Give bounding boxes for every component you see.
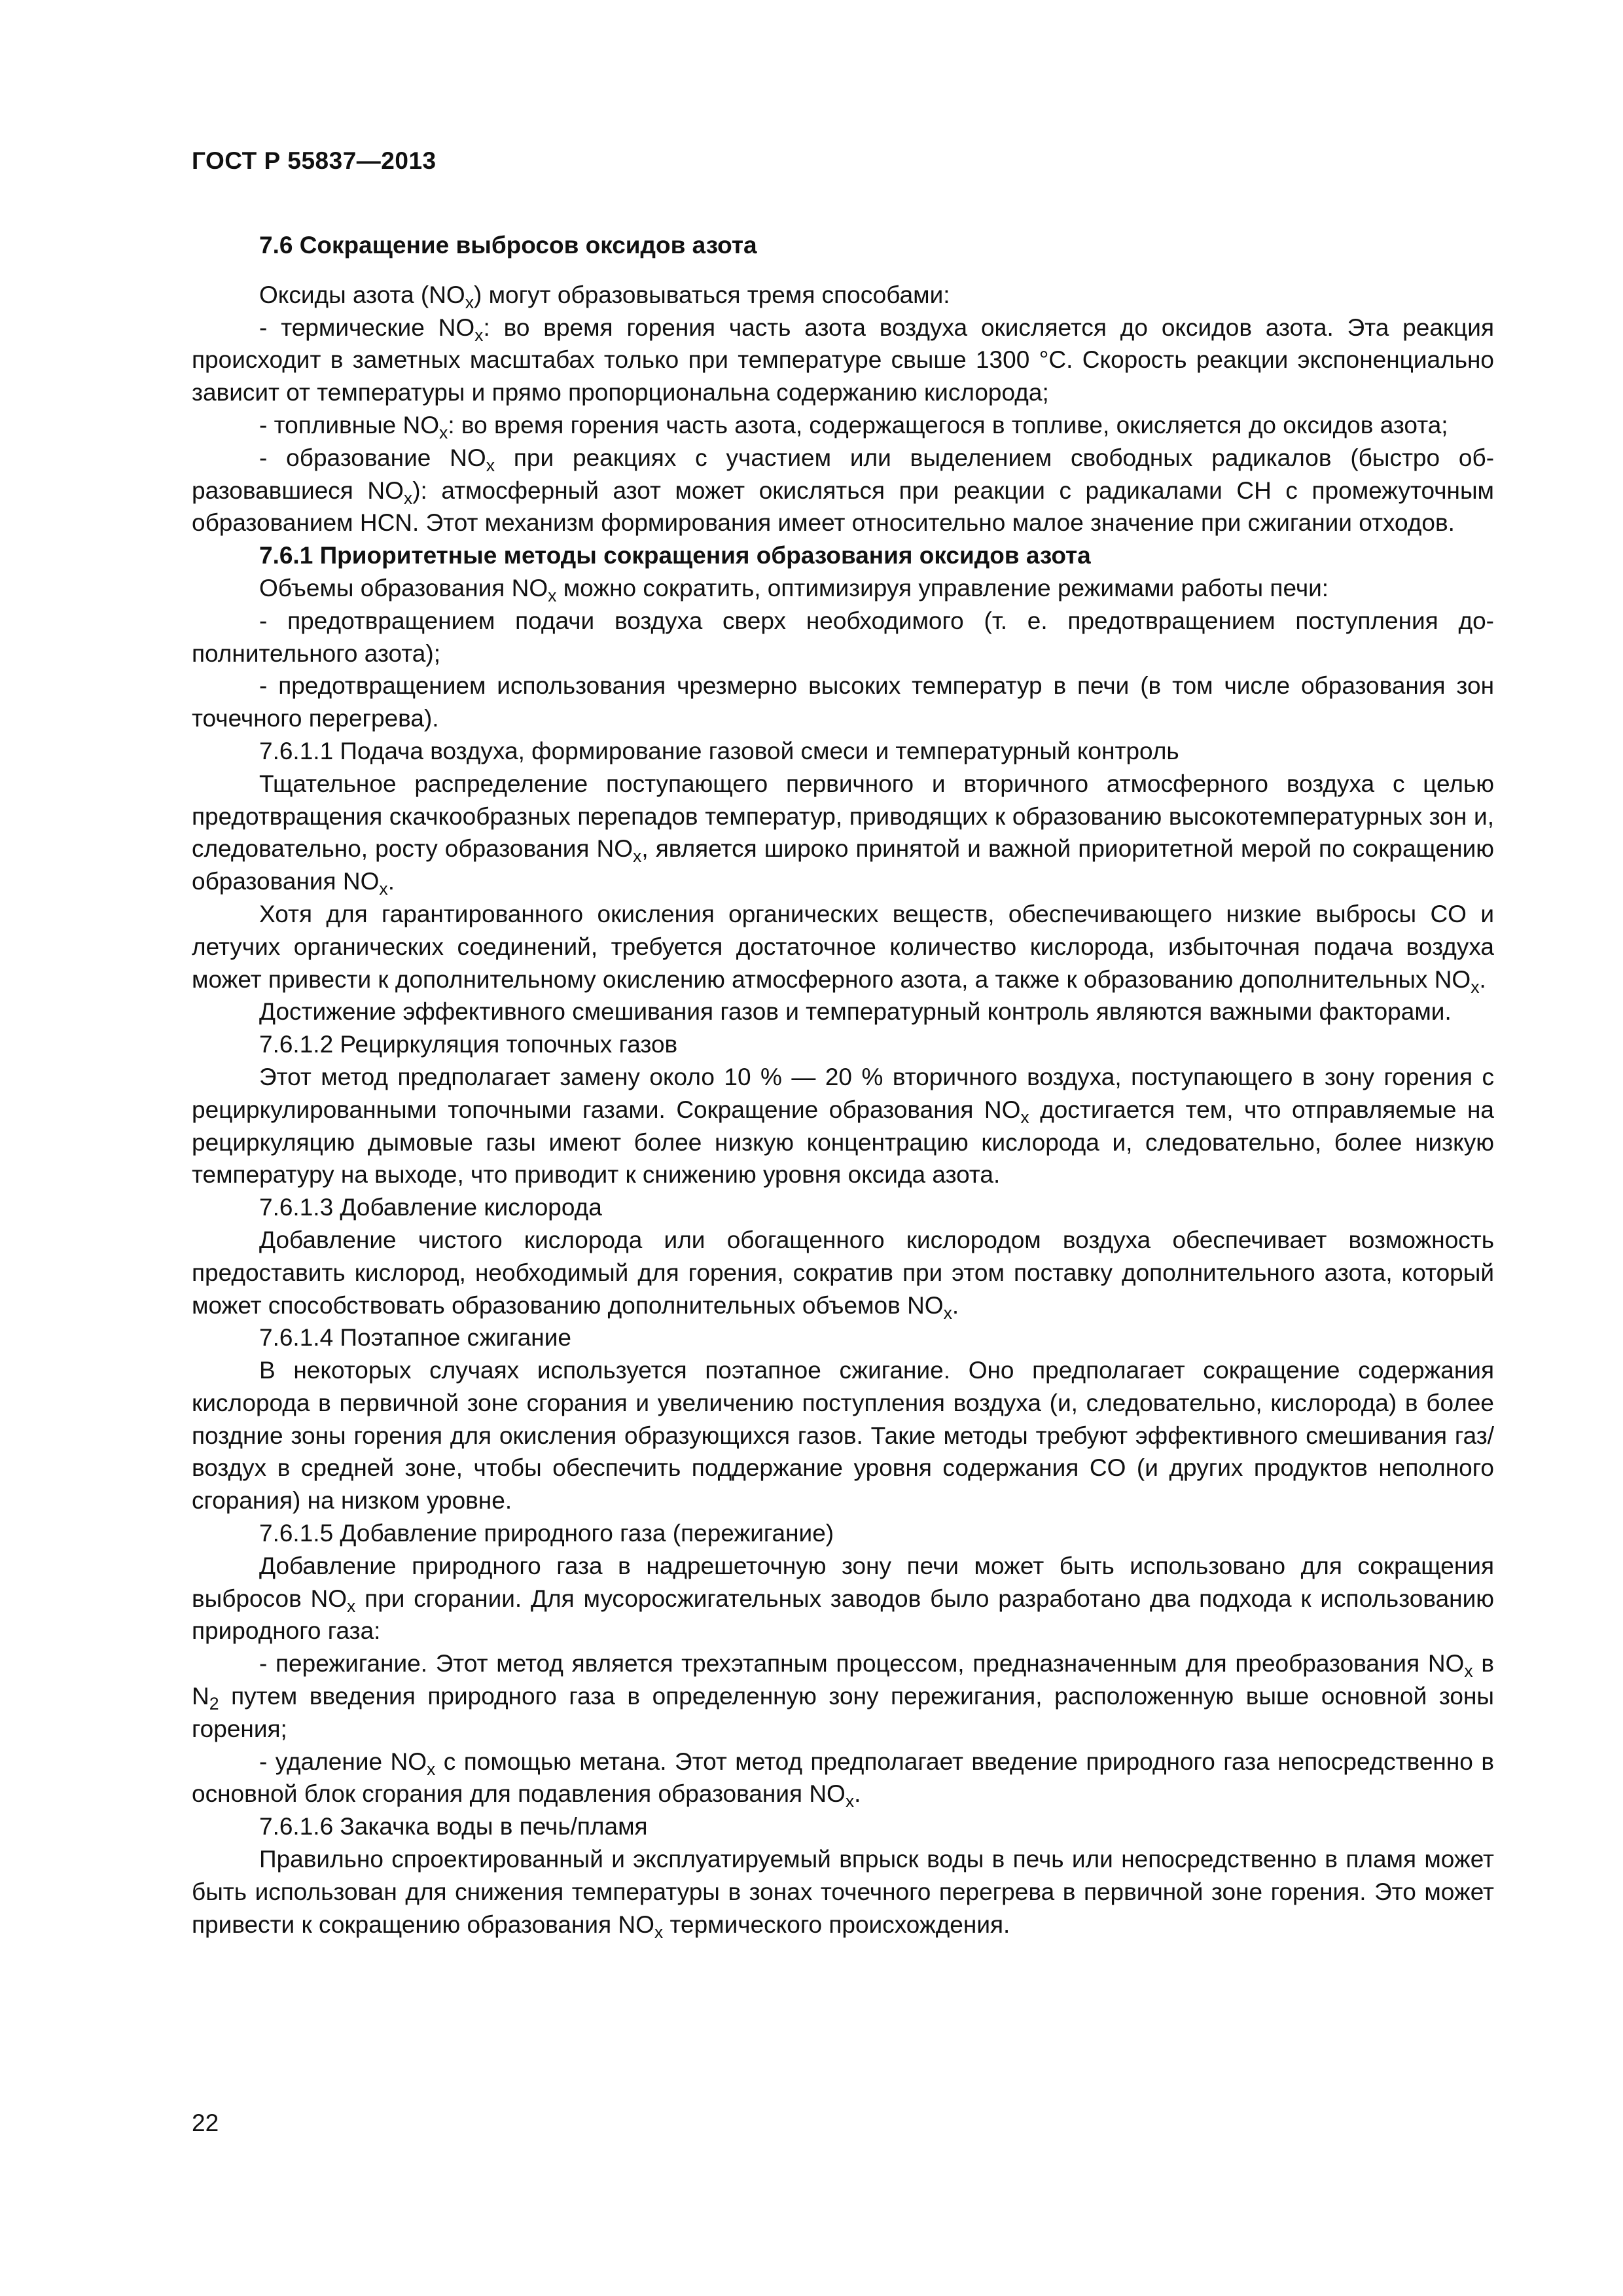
subscript: x bbox=[486, 455, 495, 475]
subscript: x bbox=[1020, 1107, 1029, 1127]
paragraph: - термические $NO_x$: во время горения часть азота воздуха окисляется до оксидов азота. Эта реакция происходит в заметных масштабах только при температуре свыше 1300 °C. Скорость реакции экспоненциально зависит от температуры и прямо пропорциональна содержанию кислорода; bbox=[192, 314, 1494, 406]
document-body bbox=[192, 229, 1494, 1941]
paragraph: 7.6.1.3 Добавление кислорода bbox=[259, 1194, 602, 1221]
paragraph: - удаление $NO_x$ с помощью метана. Этот метод предполагает введение природного газа непосредственно в основной блок сгорания для подавления образования $NO_x$. bbox=[192, 1748, 1494, 1812]
paragraph: - пережигание. Этот метод является трехэтапным процессом, предназначенным для преобразования $NO_x$ в $N_2$ путем введения природного газа в определенную зону пережигания, расположенную выше основной зоны горения; bbox=[192, 1650, 1494, 1742]
paragraph: - топливные $NO_x$: во время горения часть азота, содержащегося в топливе, окисляется до оксидов азота; bbox=[259, 411, 1448, 442]
section-heading: 7.6 Сокращение выбросов оксидов азота bbox=[259, 232, 757, 259]
paragraph: Правильно спроектированный и эксплуатируемый впрыск воды в печь или непосредственно в пламя может быть использован для снижения температуры в зонах точечного перегрева в первичной зоне горения. Это может привести к сокращению образования $NO_x$ термического происхождения. bbox=[192, 1846, 1494, 1942]
subscript: x bbox=[943, 1302, 952, 1323]
subscript: x bbox=[633, 846, 642, 867]
subscript: x bbox=[465, 292, 474, 312]
subscript: x bbox=[1471, 977, 1480, 997]
paragraph: 7.6.1.4 Поэтапное сжигание bbox=[259, 1324, 571, 1352]
paragraph: - предотвращением подачи воздуха сверх необходимого (т. е. предотвращением поступления дополнительного азота); bbox=[192, 607, 1494, 667]
paragraph: Хотя для гарантированного окисления органических веществ, обеспечивающего низкие выбросы CO и летучих органических соединений, требуется достаточное количество кислорода, избыточная подача воздуха может привести к дополнительному окислению атмосферного азота, а также к образованию дополнительных $NO_x$. bbox=[192, 900, 1494, 997]
subscript: x bbox=[427, 1759, 436, 1779]
subscript: x bbox=[548, 585, 557, 605]
paragraph: - образование $NO_x$ при реакциях с участием или выделением свободных радикалов (быстро образовавшиеся $NO_x$): атмосферный азот может окисляться при реакции с радикалами CH с промежуточным образованием HCN. Этот механизм формирования имеет относительно малое значение при сжигании отходов. bbox=[192, 444, 1495, 537]
paragraph: Этот метод предполагает замену около 10 % — 20 % вторичного воздуха, поступающего в зону горения с рециркулированными топочными газами. Сокращение образования $NO_x$ достигается тем, что отправляемые на рециркуляцию дымовые газы имеют более низкую концентрацию кислорода и, следовательно, более низкую температуру на выходе, что приводит к снижению уровня оксида азота. bbox=[192, 1063, 1494, 1189]
paragraph: - предотвращением использования чрезмерно высоких температур в печи (в том числе образования зон точечного перегрева). bbox=[192, 672, 1494, 732]
paragraph: Оксиды азота $(NO_x)$ могут образовываться тремя способами: bbox=[259, 281, 950, 312]
paragraph: Достижение эффективного смешивания газов и температурный контроль являются важными факторами. bbox=[259, 998, 1452, 1026]
subscript: x bbox=[379, 879, 388, 899]
paragraph: В некоторых случаях используется поэтапное сжигание. Оно предполагает сокращение содержания кислорода в первичной зоне сгорания и увеличению поступления воздуха (и, следовательно, кислорода) в более поздние зоны горения для окисления образующихся газов. Такие методы требуют эффективного смешивания газ/воздух в средней зоне, чтобы обеспечить поддержание уровня содержания CO (и других продуктов неполного сгорания) на низком уровне. bbox=[192, 1357, 1494, 1515]
paragraph: 7.6.1.5 Добавление природного газа (пережигание) bbox=[259, 1520, 834, 1547]
paragraph: 7.6.1.1 Подача воздуха, формирование газовой смеси и температурный контроль bbox=[259, 737, 1179, 764]
subscript: 2 bbox=[209, 1694, 219, 1714]
subscript: x bbox=[1464, 1661, 1473, 1681]
paragraph: Добавление природного газа в надрешеточную зону печи может быть использовано для сокращения выбросов $NO_x$ при сгорании. Для мусоросжигательных заводов было разработано два подхода к использованию природного газа: bbox=[192, 1552, 1494, 1645]
section-heading: 7.6.1 Приоритетные методы сокращения образования оксидов азота bbox=[259, 542, 1091, 569]
subscript: x bbox=[654, 1922, 664, 1942]
subscript: x bbox=[474, 325, 484, 345]
document-header: ГОСТ Р 55837—2013 bbox=[192, 147, 437, 174]
paragraph: Добавление чистого кислорода или обогащенного кислородом воздуха обеспечивает возможность предоставить кислород, необходимый для горения, сократив при этом поставку дополнительного азота, который может способствовать образованию дополнительных объемов $NO_x$. bbox=[192, 1226, 1494, 1323]
paragraph: 7.6.1.6 Закачка воды в печь/пламя bbox=[259, 1813, 648, 1840]
subscript: x bbox=[347, 1596, 356, 1616]
page-number: 22 bbox=[192, 2109, 219, 2136]
subscript: x bbox=[845, 1791, 855, 1812]
subscript: x bbox=[403, 488, 413, 508]
paragraph: Объемы образования $NO_x$ можно сократить, оптимизируя управление режимами работы печи: bbox=[259, 574, 1329, 605]
subscript: x bbox=[439, 422, 448, 442]
paragraph: Тщательное распределение поступающего первичного и вторичного атмосферного воздуха с целью предотвращения скачкообразных перепадов температур, приводящих к образованию высокотемпературных зон и, следовательно, росту образования $NO_x$, является широко принятой и важной приоритетной мерой по сокращению образования $NO_x$. bbox=[192, 770, 1494, 899]
paragraph: 7.6.1.2 Рециркуляция топочных газов bbox=[259, 1031, 678, 1058]
